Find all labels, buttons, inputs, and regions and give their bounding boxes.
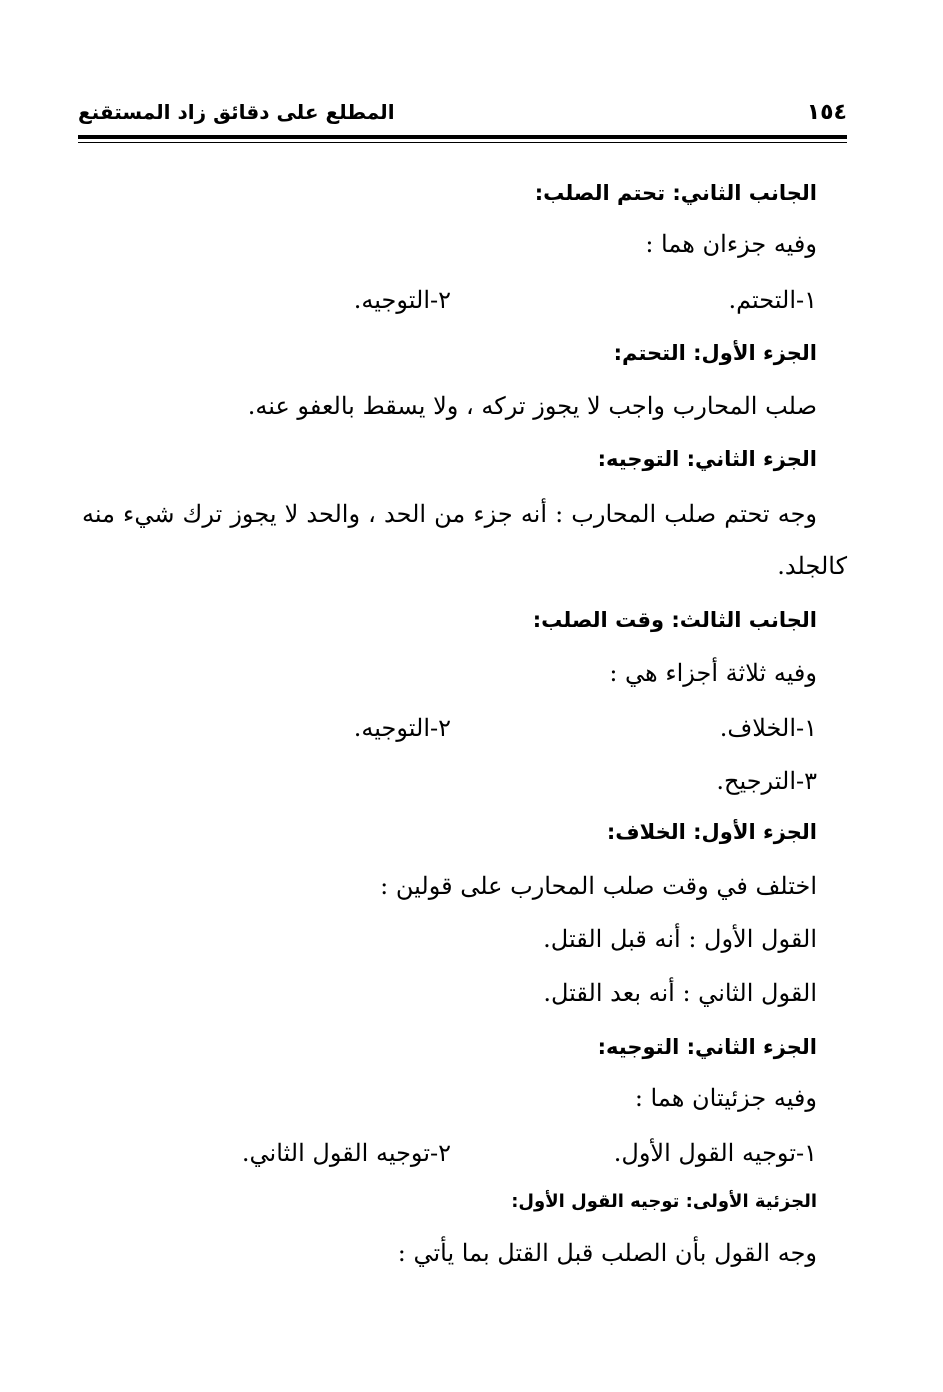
a3-part2-heading: الجزء الثاني: التوجيه: (597, 1035, 817, 1059)
aspect3-item-3: ٣-الترجيح. (716, 767, 817, 795)
aspect3-item-2: ٢-التوجيه. (353, 714, 451, 742)
a3-part2-item-1: ١-توجيه القول الأول. (613, 1139, 817, 1167)
running-header (78, 100, 847, 134)
opinion-1: القول الأول : أنه قبل القتل. (543, 925, 817, 953)
aspect3-intro: وفيه ثلاثة أجزاء هي : (609, 659, 817, 687)
aspect3-item-1: ١-الخلاف. (719, 714, 817, 742)
a3-part2-item-2: ٢-توجيه القول الثاني. (241, 1139, 451, 1167)
aspect2-heading: الجانب الثاني: تحتم الصلب: (534, 181, 817, 205)
aspect2-item-2: ٢-التوجيه. (353, 286, 451, 314)
book-title: المطلع على دقائق زاد المستقنع (78, 100, 395, 124)
part2-text-line-2: كالجلد. (777, 552, 847, 580)
part1-text: صلب المحارب واجب لا يجوز تركه ، ولا يسقط بالعفو عنه. (247, 392, 817, 420)
part2-heading: الجزء الثاني: التوجيه: (597, 447, 817, 471)
sub1-heading: الجزئية الأولى: توجيه القول الأول: (511, 1191, 817, 1212)
part1-heading: الجزء الأول: التحتم: (613, 341, 817, 365)
opinion-2: القول الثاني : أنه بعد القتل. (543, 979, 817, 1007)
sub1-text: وجه القول بأن الصلب قبل القتل بما يأتي : (397, 1239, 817, 1267)
aspect2-intro: وفيه جزءان هما : (645, 230, 817, 258)
part2-text-line-1: وجه تحتم صلب المحارب : أنه جزء من الحد ، والحد لا يجوز ترك شيء منه (82, 500, 817, 528)
aspect3-heading: الجانب الثالث: وقت الصلب: (532, 608, 817, 632)
a3-part1-text: اختلف في وقت صلب المحارب على قولين : (380, 872, 817, 900)
a3-part1-heading: الجزء الأول: الخلاف: (606, 820, 817, 844)
header-rule-thin (78, 142, 847, 143)
a3-part2-intro: وفيه جزئيتان هما : (634, 1084, 817, 1112)
page-number: ١٥٤ (806, 100, 847, 125)
header-rule-thick (78, 135, 847, 139)
aspect2-item-1: ١-التحتم. (728, 286, 817, 314)
